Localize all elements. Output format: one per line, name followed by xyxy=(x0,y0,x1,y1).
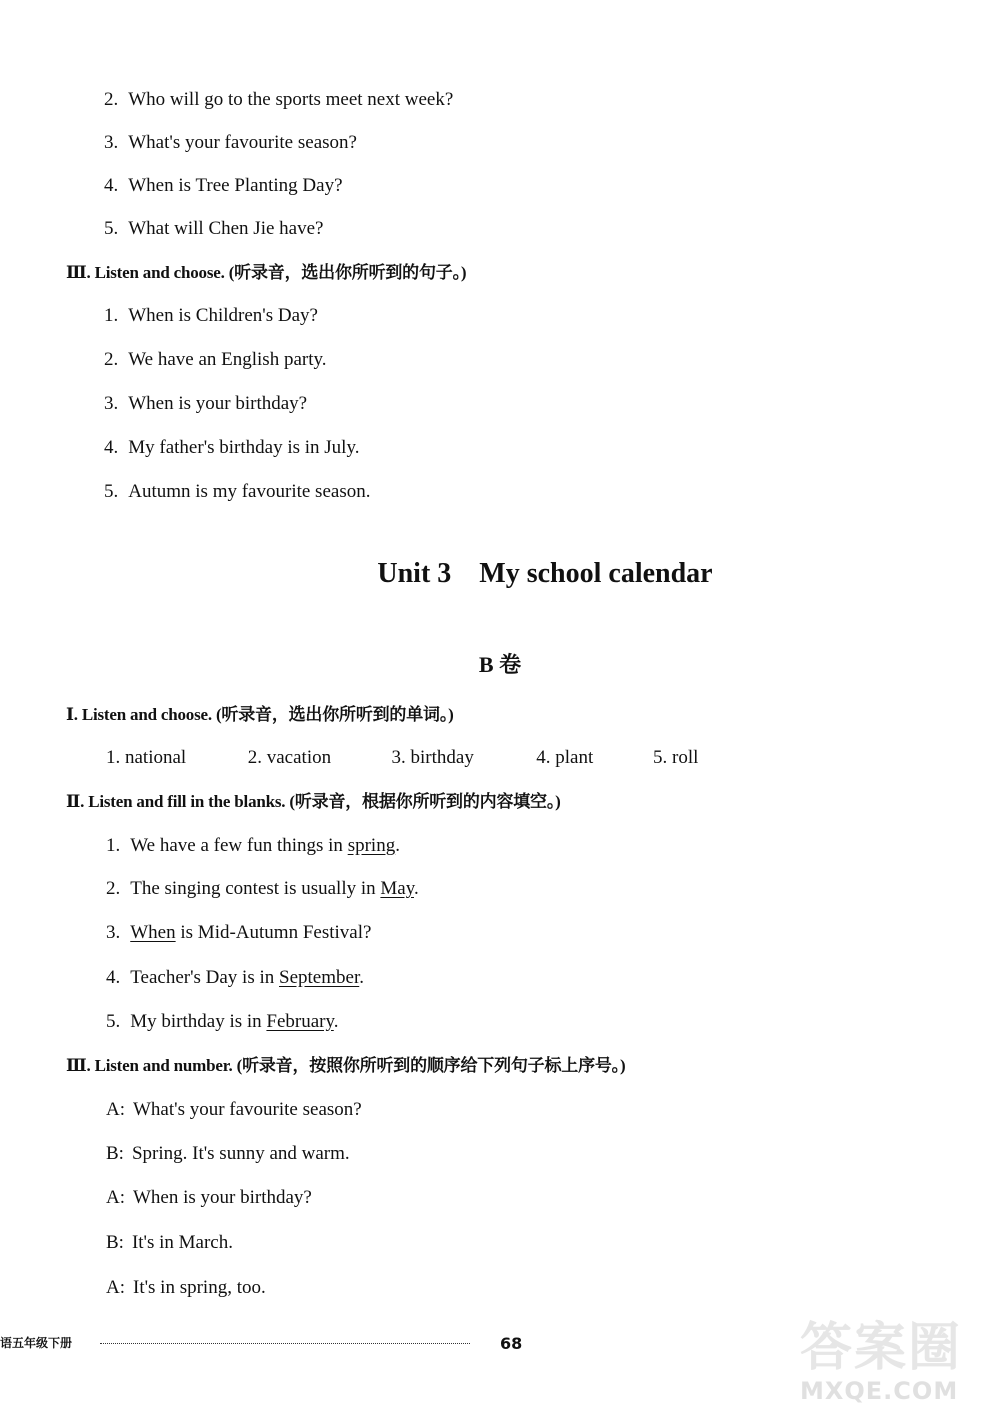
item-number: 3. xyxy=(104,132,119,153)
item-text: Autumn is my favourite season. xyxy=(128,481,371,502)
dialogue-text: Spring. It's sunny and warm. xyxy=(131,1143,350,1164)
fill-item xyxy=(106,966,364,990)
dialogue-text: It's in spring, too. xyxy=(133,1277,266,1298)
item-text: Teacher's Day is in xyxy=(130,967,280,988)
dialogue-line xyxy=(106,1142,350,1166)
item-text: When is Children's Day? xyxy=(128,305,318,326)
word-item: 4. plant xyxy=(536,747,594,768)
filled-blank: When xyxy=(130,922,176,943)
item-text: When is Tree Planting Day? xyxy=(128,175,343,196)
list-item xyxy=(104,392,307,416)
footer-divider xyxy=(100,1343,470,1344)
section-heading: Ⅱ. Listen and fill in the blanks. (听录音，根据你所听到的内容填空。) xyxy=(66,792,561,811)
dialogue-line xyxy=(106,1231,233,1255)
dialogue-line xyxy=(106,1186,312,1210)
item-text: . xyxy=(359,967,364,988)
word-item: 5. roll xyxy=(653,747,699,768)
item-number: 4. xyxy=(104,437,119,458)
list-item xyxy=(104,88,453,112)
list-item xyxy=(104,480,370,504)
word-item: 1. national xyxy=(106,747,187,768)
watermark-logo: 答案圈 xyxy=(800,1318,963,1378)
speaker-label: B: xyxy=(106,1143,124,1164)
list-item xyxy=(104,217,323,241)
list-item xyxy=(104,436,359,460)
filled-blank: spring xyxy=(347,835,396,856)
fill-item xyxy=(106,877,419,901)
watermark xyxy=(800,1318,990,1410)
item-number: 2. xyxy=(104,349,119,370)
section-heading: Ⅲ. Listen and choose. (听录音，选出你所听到的句子。) xyxy=(66,263,467,282)
item-text: . xyxy=(395,835,400,856)
dialogue-line xyxy=(106,1098,362,1122)
word-list xyxy=(106,746,698,770)
section-heading: Ⅰ. Listen and choose. (听录音，选出你所听到的单词。) xyxy=(66,705,454,724)
word-item: 2. vacation xyxy=(247,747,332,768)
item-number: 3. xyxy=(104,393,119,414)
item-number: 2. xyxy=(104,89,119,110)
dialogue-line xyxy=(106,1276,266,1300)
item-text: When is your birthday? xyxy=(128,393,308,414)
item-number: 4. xyxy=(106,967,121,988)
fill-item xyxy=(106,834,400,858)
list-item xyxy=(104,304,318,328)
item-number: 4. xyxy=(104,175,119,196)
speaker-label: A: xyxy=(106,1099,125,1120)
filled-blank: February xyxy=(266,1011,334,1032)
item-text: We have a few fun things in xyxy=(130,835,348,856)
watermark-url: MXQE.COM xyxy=(800,1377,959,1405)
dialogue-text: It's in March. xyxy=(131,1232,233,1253)
speaker-label: B: xyxy=(106,1232,124,1253)
fill-item xyxy=(106,921,371,945)
item-text: What's your favourite season? xyxy=(128,132,357,153)
list-item xyxy=(104,348,327,372)
item-number: 3. xyxy=(106,922,121,943)
filled-blank: September xyxy=(279,967,360,988)
paper-label: B 卷 xyxy=(478,652,522,677)
dialogue-text: What's your favourite season? xyxy=(133,1099,362,1120)
item-text: My father's birthday is in July. xyxy=(128,437,360,458)
fill-item xyxy=(106,1010,339,1034)
item-number: 5. xyxy=(106,1011,121,1032)
filled-blank: May xyxy=(380,878,414,899)
item-text: is Mid-Autumn Festival? xyxy=(175,922,372,943)
list-item xyxy=(104,174,343,198)
item-number: 5. xyxy=(104,481,119,502)
speaker-label: A: xyxy=(106,1187,125,1208)
item-text: My birthday is in xyxy=(130,1011,267,1032)
word-item: 3. birthday xyxy=(391,747,474,768)
item-number: 1. xyxy=(104,305,119,326)
section-heading: Ⅲ. Listen and number. (听录音，按照你所听到的顺序给下列句子标上序号。) xyxy=(66,1056,626,1075)
item-number: 1. xyxy=(106,835,121,856)
item-text: What will Chen Jie have? xyxy=(128,218,324,239)
item-text: . xyxy=(414,878,419,899)
item-text: The singing contest is usually in xyxy=(130,878,381,899)
list-item xyxy=(104,131,357,155)
speaker-label: A: xyxy=(106,1277,125,1298)
item-text: . xyxy=(333,1011,339,1032)
dialogue-text: When is your birthday? xyxy=(133,1187,312,1208)
item-text: Who will go to the sports meet next week? xyxy=(128,89,454,110)
book-label: 语五年级下册 xyxy=(0,1336,73,1350)
page-number: 68 xyxy=(500,1334,523,1353)
unit-title: Unit 3 My school calendar xyxy=(377,558,713,589)
item-number: 5. xyxy=(104,218,119,239)
item-number: 2. xyxy=(106,878,121,899)
item-text: We have an English party. xyxy=(128,349,327,370)
